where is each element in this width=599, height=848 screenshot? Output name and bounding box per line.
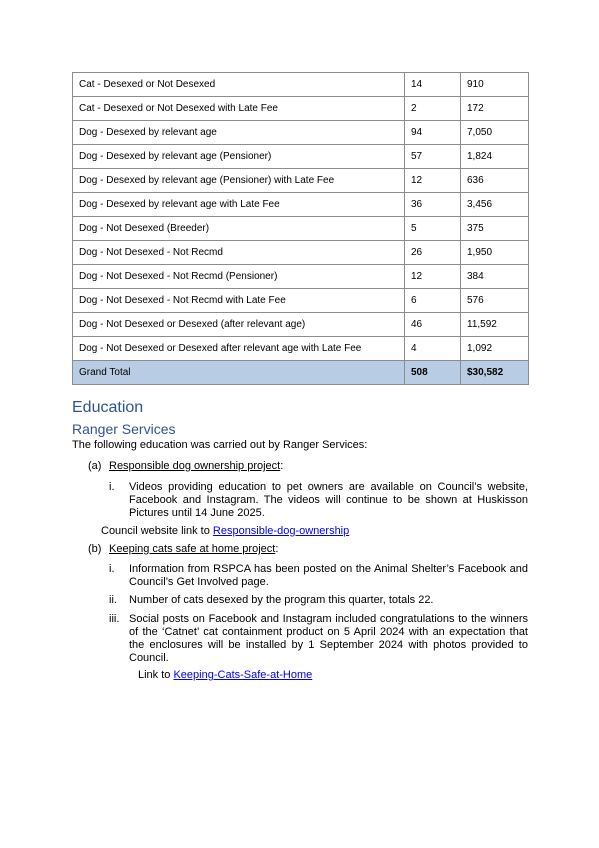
list-item-b <box>88 543 278 555</box>
row-label: Cat - Desexed or Not Desexed <box>73 73 405 97</box>
row-label: Dog - Not Desexed or Desexed (after relevant age) <box>73 313 405 337</box>
responsible-dog-ownership-link[interactable]: Responsible-dog-ownership <box>212 525 350 537</box>
sub-item-b-ii <box>109 594 528 608</box>
row-amount: 576 <box>461 289 529 313</box>
row-label: Dog - Not Desexed - Not Recmd (Pensioner) <box>73 265 405 289</box>
grand-total-count: 508 <box>405 361 461 385</box>
row-amount: 375 <box>461 217 529 241</box>
list-item-a <box>88 460 283 472</box>
item-title: Keeping cats safe at home project <box>109 543 276 555</box>
list-marker: (a) <box>88 460 102 472</box>
table-row <box>73 265 529 289</box>
row-count: 57 <box>405 145 461 169</box>
item-colon: : <box>280 460 284 472</box>
row-count: 12 <box>405 265 461 289</box>
table-row <box>73 121 529 145</box>
row-count: 14 <box>405 73 461 97</box>
sub-item-marker: iii. <box>109 613 120 625</box>
link-prefix: Council website link to <box>101 525 213 537</box>
row-count: 46 <box>405 313 461 337</box>
table-row <box>73 73 529 97</box>
row-label: Dog - Not Desexed or Desexed after relevant age with Late Fee <box>73 337 405 361</box>
list-marker: (b) <box>88 543 102 555</box>
row-label: Cat - Desexed or Not Desexed with Late Fee <box>73 97 405 121</box>
row-amount: 1,950 <box>461 241 529 265</box>
row-count: 94 <box>405 121 461 145</box>
registration-table <box>72 72 529 385</box>
row-amount: 11,592 <box>461 313 529 337</box>
sub-item-text: Information from RSPCA has been posted on the Animal Shelter’s Facebook and Council’s Get Involved page. <box>129 563 528 588</box>
row-count: 2 <box>405 97 461 121</box>
sub-item-b-iii <box>109 613 528 666</box>
row-amount: 910 <box>461 73 529 97</box>
row-label: Dog - Not Desexed (Breeder) <box>73 217 405 241</box>
link-prefix: Link to <box>138 669 174 681</box>
sub-item-b-i <box>109 563 528 590</box>
sub-item-text: Number of cats desexed by the program this quarter, totals 22. <box>129 594 434 606</box>
subsection-heading: Ranger Services <box>72 421 176 437</box>
row-label: Dog - Desexed by relevant age (Pensioner) with Late Fee <box>73 169 405 193</box>
row-amount: 7,050 <box>461 121 529 145</box>
row-label: Dog - Not Desexed - Not Recmd <box>73 241 405 265</box>
sub-item-a-i <box>109 481 528 521</box>
row-amount: 3,456 <box>461 193 529 217</box>
grand-total-row <box>73 361 529 385</box>
table-row <box>73 313 529 337</box>
table-row <box>73 217 529 241</box>
intro-text: The following education was carried out by Ranger Services: <box>72 439 368 451</box>
table-row <box>73 145 529 169</box>
row-count: 12 <box>405 169 461 193</box>
item-title: Responsible dog ownership project <box>109 460 281 472</box>
table-row <box>73 337 529 361</box>
keeping-cats-safe-link[interactable]: Keeping-Cats-Safe-at-Home <box>173 669 313 681</box>
grand-total-amount: $30,582 <box>461 361 529 385</box>
item-colon: : <box>275 543 279 555</box>
sub-item-text: Social posts on Facebook and Instagram included congratulations to the winners of the ‘Catnet’ cat containment product on 5 April 2024 with an expectation that the enclosures will be installed by 1 September 2024 with photos provided to Council. <box>129 613 528 664</box>
grand-total-label: Grand Total <box>73 361 405 385</box>
row-count: 6 <box>405 289 461 313</box>
row-count: 26 <box>405 241 461 265</box>
row-amount: 172 <box>461 97 529 121</box>
sub-item-marker: i. <box>109 481 115 493</box>
row-amount: 384 <box>461 265 529 289</box>
row-count: 4 <box>405 337 461 361</box>
table-row <box>73 289 529 313</box>
row-amount: 1,092 <box>461 337 529 361</box>
row-label: Dog - Desexed by relevant age with Late Fee <box>73 193 405 217</box>
table-row <box>73 97 529 121</box>
sub-item-marker: i. <box>109 563 115 575</box>
table-row <box>73 169 529 193</box>
table-row <box>73 193 529 217</box>
row-label: Dog - Desexed by relevant age <box>73 121 405 145</box>
row-label: Dog - Desexed by relevant age (Pensioner) <box>73 145 405 169</box>
sub-item-marker: ii. <box>109 594 117 606</box>
section-heading: Education <box>72 399 144 416</box>
row-amount: 636 <box>461 169 529 193</box>
row-count: 36 <box>405 193 461 217</box>
row-count: 5 <box>405 217 461 241</box>
table-row <box>73 241 529 265</box>
council-link-line <box>101 525 349 537</box>
cats-link-line <box>138 669 312 681</box>
row-label: Dog - Not Desexed - Not Recmd with Late Fee <box>73 289 405 313</box>
row-amount: 1,824 <box>461 145 529 169</box>
sub-item-text: Videos providing education to pet owners are available on Council’s website, Facebook and Instagram. The videos will continue to be shown at Huskisson Pictures until 14 June 2025. <box>129 481 528 519</box>
